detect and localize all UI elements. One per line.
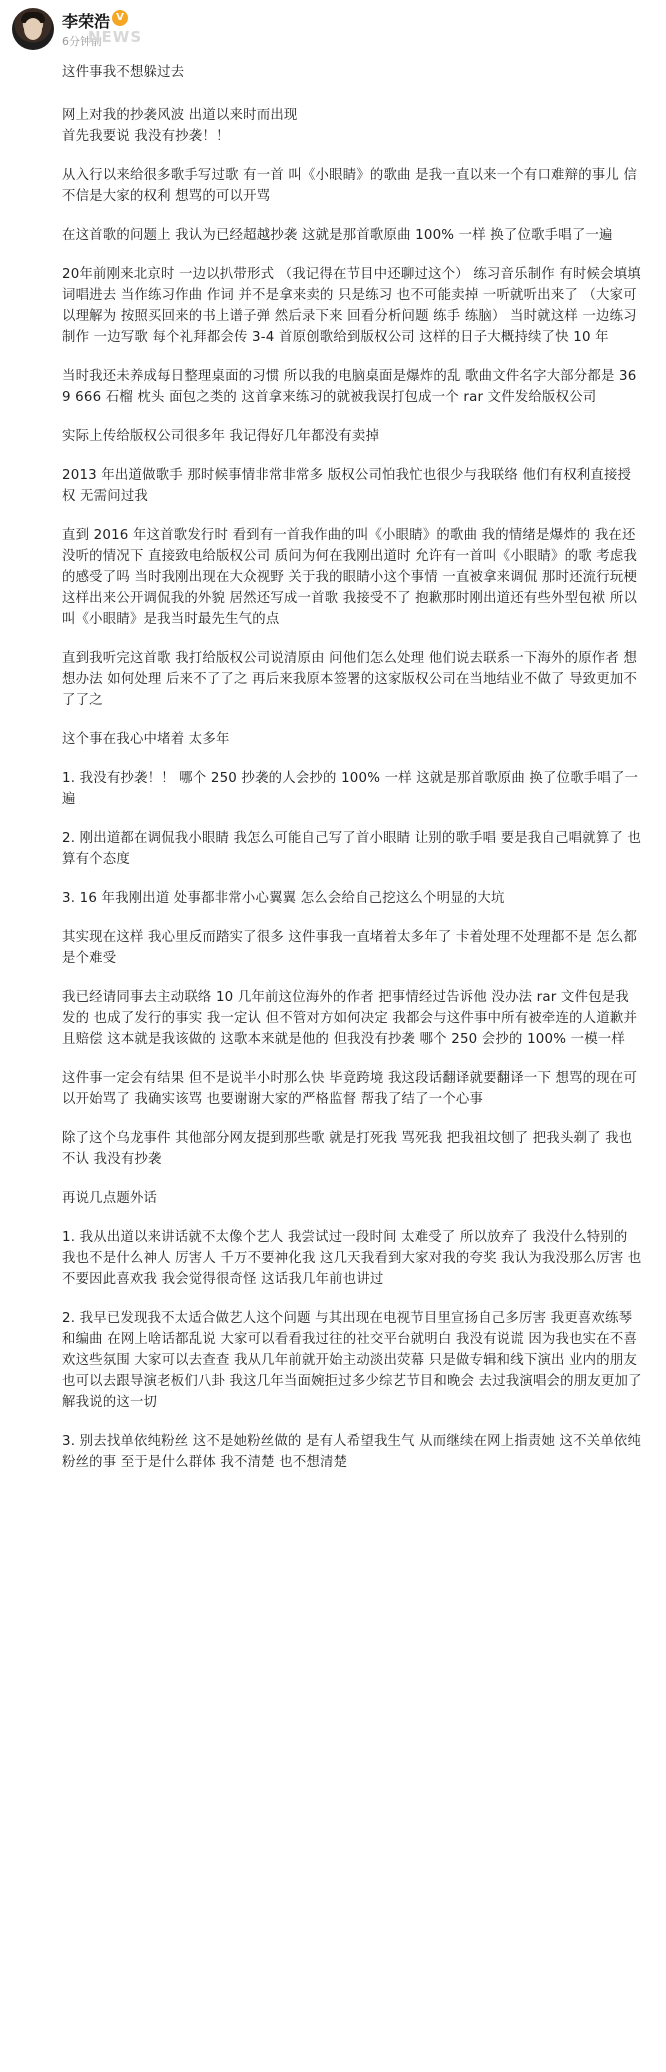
paragraph: 实际上传给版权公司很多年 我记得好几年都没有卖掉 xyxy=(62,429,380,444)
paragraph: 2. 刚出道都在调侃我小眼睛 我怎么可能自己写了首小眼睛 让别的歌手唱 要是我自己唱就算了 也算有个态度 xyxy=(62,831,642,867)
post-header xyxy=(0,0,666,58)
paragraph: 这个事在我心中堵着 太多年 xyxy=(62,732,230,747)
paragraph: 直到我听完这首歌 我打给版权公司说清原由 问他们怎么处理 他们说去联系一下海外的原作者 想想办法 如何处理 后来不了了之 再后来我原本签署的这家版权公司在当地结业不做了 导致更加不了了之 xyxy=(62,651,638,708)
paragraph: 3. 16 年我刚出道 处事都非常小心翼翼 怎么会给自己挖这么个明显的大坑 xyxy=(62,891,505,906)
paragraph: 直到 2016 年这首歌发行时 看到有一首我作曲的叫《小眼睛》的歌曲 我的情绪是爆炸的 我在还没听的情况下 直接致电给版权公司 质问为何在我刚出道时 允许有一首叫《小眼睛》的歌 考虑我的感受了吗 当时我刚出现在大众视野 关于我的眼睛小这个事情 一直被拿来调侃 那时还流行玩梗 这样出来公开调侃我的外貌 居然还写成一首歌 我接受不了 抱歉那时刚出道还有些外型包袱 所以叫《小眼睛》是我当时最先生气的点 xyxy=(62,528,642,627)
paragraph: 2013 年出道做歌手 那时候事情非常非常多 版权公司怕我忙也很少与我联络 他们有权利直接授权 无需问过我 xyxy=(62,468,632,504)
paragraph: 从入行以来给很多歌手写过歌 有一首 叫《小眼睛》的歌曲 是我一直以来一个有口难辩的事儿 信不信是大家的权利 想骂的可以开骂 xyxy=(62,168,638,204)
paragraph: 2. 我早已发现我不太适合做艺人这个问题 与其出现在电视节目里宣扬自己多厉害 我更喜欢练琴和编曲 在网上啥话都乱说 大家可以看看我过往的社交平台就明白 我没有说谎 因为我也实在不喜欢这些氛围 大家可以去查查 我从几年前就开始主动淡出荧幕 只是做专辑和线下演出 业内的朋友也可以去跟导演老板们八卦 我这几年当面婉拒过多少综艺节目和晚会 去过我演唱会的朋友更加了解我说的这一切 xyxy=(62,1311,642,1410)
paragraph: 其实现在这样 我心里反而踏实了很多 这件事我一直堵着太多年了 卡着处理不处理都不是 怎么都是个难受 xyxy=(62,930,638,966)
paragraph: 这件事一定会有结果 但不是说半小时那么快 毕竟跨境 我这段话翻译就要翻译一下 想骂的现在可以开始骂了 我确实该骂 也要谢谢大家的严格监督 帮我了结了一个心事 xyxy=(62,1071,638,1107)
paragraph: 网上对我的抄袭风波 出道以来时而出现 首先我要说 我没有抄袭！！ xyxy=(62,108,298,144)
paragraph: 1. 我从出道以来讲话就不太像个艺人 我尝试过一段时间 太难受了 所以放弃了 我没什么特别的 我也不是什么神人 厉害人 千万不要神化我 这几天我看到大家对我的夸奖 我认为我没那么厉害 也不要因此喜欢我 我会觉得很奇怪 这话我几年前也讲过 xyxy=(62,1230,642,1287)
author-name[interactable]: 李荣浩 xyxy=(62,12,111,31)
avatar[interactable] xyxy=(12,8,54,50)
watermark: NEWS xyxy=(88,28,143,46)
paragraph: 1. 我没有抄袭！！ 哪个 250 抄袭的人会抄的 100% 一样 这就是那首歌原曲 换了位歌手唱了一遍 xyxy=(62,771,639,807)
paragraph: 20年前刚来北京时 一边以扒带形式 （我记得在节目中还聊过这个） 练习音乐制作 有时候会填填词唱进去 当作练习作曲 作词 并不是拿来卖的 只是练习 也不可能卖掉 一听就听出来了 （大家可以理解为 按照买回来的书上谱子弹 然后录下来 回看分析问题 练手 练脑） 当时就这样 一边练习制作 一边写歌 每个礼拜都会传 3-4 首原创歌给到版权公司 这样的日子大概持续了快 10 年 xyxy=(62,267,641,345)
verified-badge-icon: V xyxy=(112,10,128,26)
paragraph: 这件事我不想躲过去 xyxy=(62,65,185,80)
paragraph: 3. 别去找单依纯粉丝 这不是她粉丝做的 是有人希望我生气 从而继续在网上指责她 这不关单依纯粉丝的事 至于是什么群体 我不清楚 也不想清楚 xyxy=(62,1434,642,1470)
paragraph: 除了这个乌龙事件 其他部分网友提到那些歌 就是打死我 骂死我 把我祖坟刨了 把我头剃了 我也不认 我没有抄袭 xyxy=(62,1131,633,1167)
post-body xyxy=(62,62,642,1491)
paragraph: 当时我还未养成每日整理桌面的习惯 所以我的电脑桌面是爆炸的乱 歌曲文件名字大部分都是 369 666 石榴 枕头 面包之类的 这首拿来练习的就被我误打包成一个 rar 文件发给版权公司 xyxy=(62,369,637,405)
post-time[interactable]: 6分钟前 xyxy=(62,35,102,48)
avatar-face xyxy=(24,18,42,40)
paragraph: 我已经请同事去主动联络 10 几年前这位海外的作者 把事情经过告诉他 没办法 rar 文件包是我发的 也成了发行的事实 我一定认 但不管对方如何决定 我都会与这件事中所有被牵连的人道歉并且赔偿 这本就是我该做的 这歌本来就是他的 但我没有抄袭 哪个 250 会抄的 100% 一模一样 xyxy=(62,990,638,1047)
paragraph: 再说几点题外话 xyxy=(62,1191,158,1206)
paragraph: 在这首歌的问题上 我认为已经超越抄袭 这就是那首歌原曲 100% 一样 换了位歌手唱了一遍 xyxy=(62,228,613,243)
